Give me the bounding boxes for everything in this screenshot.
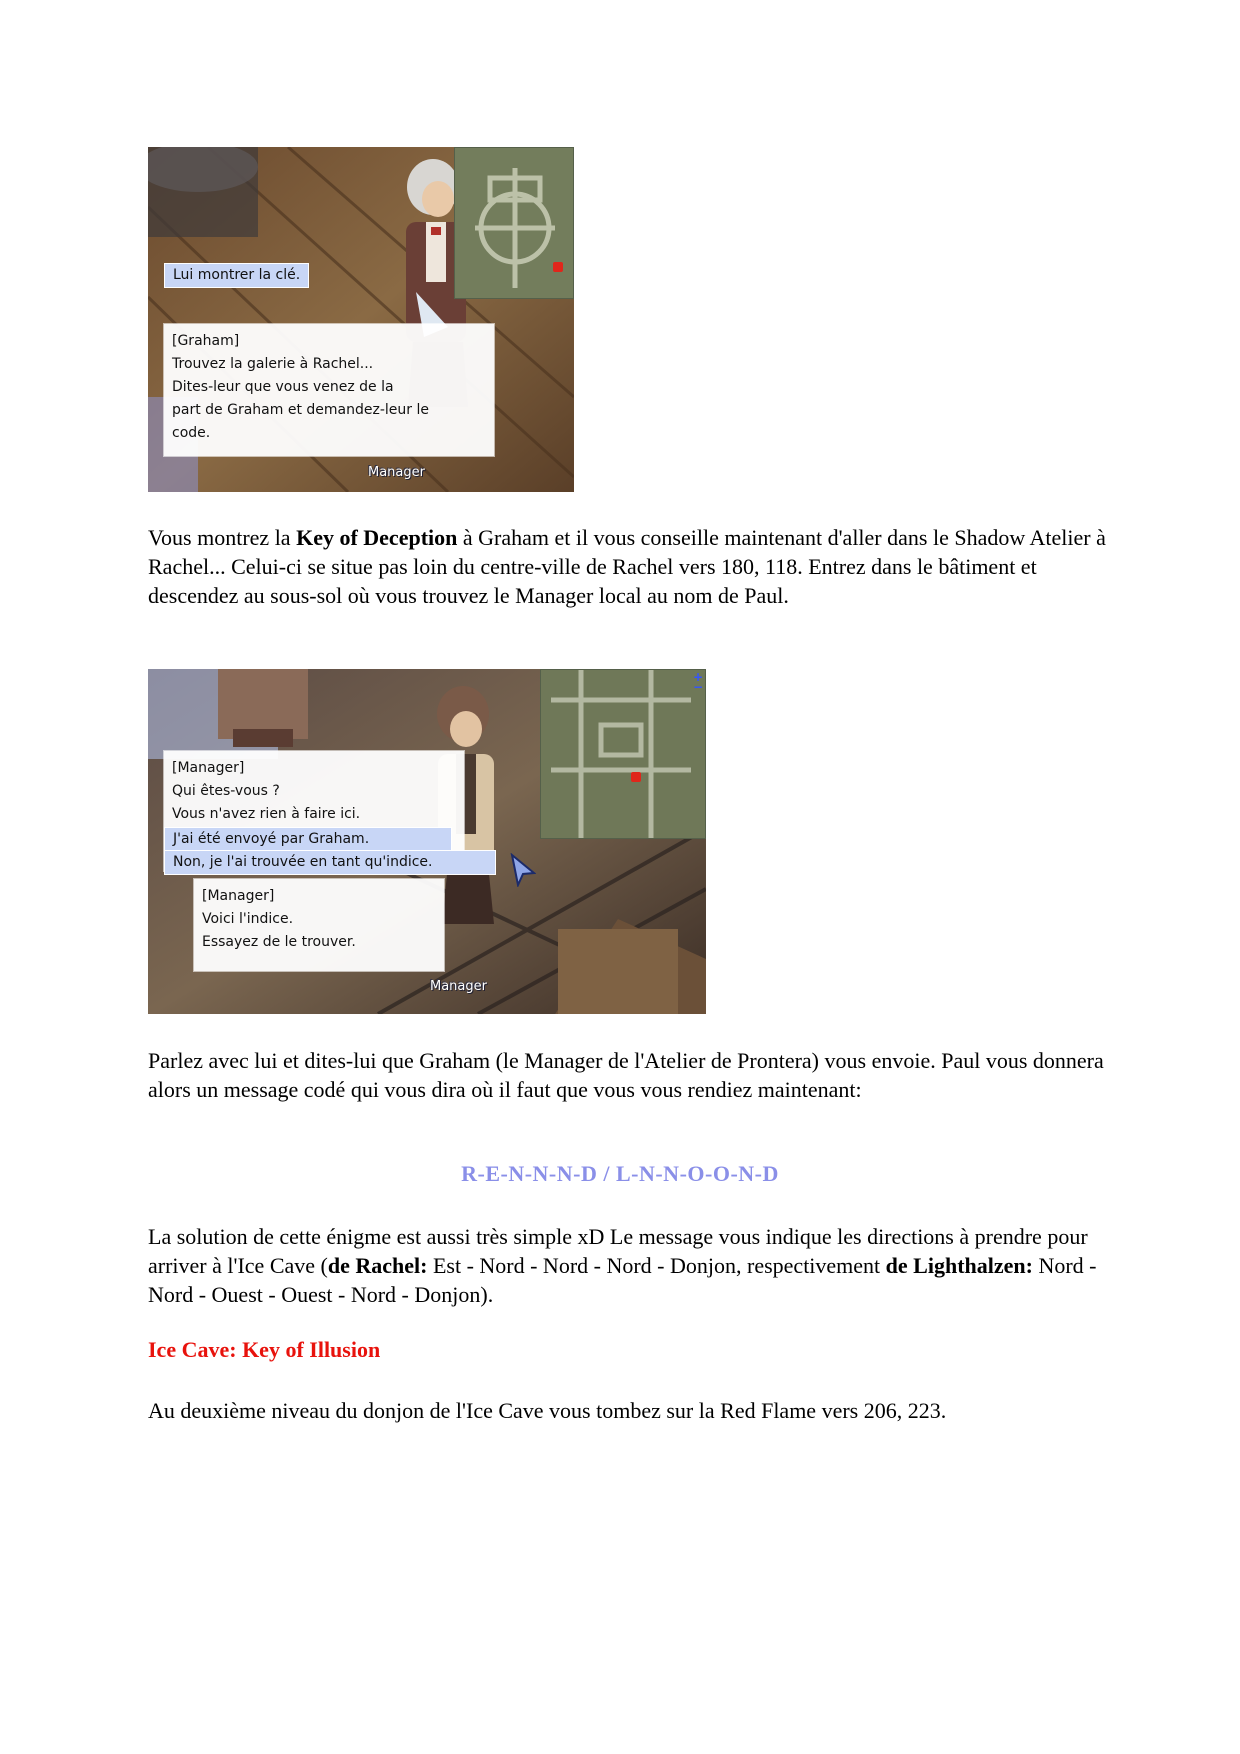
paragraph-talk-to-paul: Parlez avec lui et dites-lui que Graham (le Manager de l'Atelier de Prontera) vous envoie. Paul vous donnera alors un message codé qui vous dira où il faut que vous vous rendiez maintenant: bbox=[148, 1048, 1104, 1102]
player-marker-icon bbox=[631, 772, 641, 782]
coded-message: R-E-N-N-N-D / L-N-N-O-O-N-D bbox=[461, 1161, 779, 1186]
dialog-line: [Graham] bbox=[172, 333, 240, 349]
npc-dialog-graham bbox=[164, 324, 494, 456]
text: La solution de cette énigme est aussi très simple xD Le message vous indique les directions à prendre pour arriver à l'Ice Cave ( bbox=[148, 1224, 1088, 1278]
game-screenshot-manager bbox=[148, 669, 706, 1014]
dialog-line: Dites-leur que vous venez de la bbox=[172, 379, 394, 395]
minimap-terrain bbox=[455, 148, 573, 298]
game-screenshot-graham bbox=[148, 147, 574, 492]
bold-key-name: Key of Deception bbox=[296, 525, 458, 550]
dialog-line: [Manager] bbox=[202, 888, 275, 904]
npc-nameplate: Manager bbox=[430, 979, 487, 994]
mouse-cursor-icon bbox=[510, 853, 536, 887]
text: Vous montrez la bbox=[148, 525, 297, 550]
npc-dialog-manager-clue bbox=[194, 879, 444, 971]
menu-option-show-key[interactable]: Lui montrer la clé. bbox=[164, 263, 309, 288]
paragraph-key-of-deception bbox=[148, 523, 1108, 610]
text: Est - Nord - Nord - Nord - Donjon, respectivement bbox=[427, 1253, 886, 1278]
dialog-line: Voici l'indice. bbox=[202, 911, 294, 927]
minimap-terrain bbox=[541, 670, 705, 838]
minimap[interactable] bbox=[454, 147, 574, 299]
bold-from-rachel: de Rachel: bbox=[327, 1253, 428, 1278]
paragraph-red-flame: Au deuxième niveau du donjon de l'Ice Cave vous tombez sur la Red Flame vers 206, 223. bbox=[148, 1398, 947, 1423]
dialog-line: Vous n'avez rien à faire ici. bbox=[172, 806, 361, 822]
minimap[interactable] bbox=[540, 669, 706, 839]
menu-option-found-as-clue[interactable]: Non, je l'ai trouvée en tant qu'indice. bbox=[164, 850, 496, 875]
dialog-line: Trouvez la galerie à Rachel... bbox=[172, 356, 374, 372]
player-marker-icon bbox=[553, 262, 563, 272]
text: à Graham et il vous conseille maintenant d'aller dans le Shadow Atelier à Rachel... Celui-ci se situe pas loin du centre-ville de Rachel vers 180, 118. Entrez dans le bâtiment et descendez au sous-sol où vous trouvez le Manager local au nom de Paul. bbox=[148, 525, 1106, 608]
bold-from-lighthalzen: de Lighthalzen: bbox=[885, 1253, 1033, 1278]
paragraph-riddle-solution bbox=[148, 1222, 1108, 1309]
dialog-line: Essayez de le trouver. bbox=[202, 934, 356, 950]
dialog-line: part de Graham et demandez-leur le bbox=[172, 402, 429, 418]
text: Nord - Nord - Ouest - Ouest - Nord - Donjon). bbox=[148, 1253, 1097, 1307]
npc-nameplate: Manager bbox=[368, 465, 425, 480]
dialog-line: [Manager] bbox=[172, 760, 245, 776]
menu-option-sent-by-graham[interactable]: J'ai été envoyé par Graham. bbox=[164, 827, 452, 852]
dialog-line: Qui êtes-vous ? bbox=[172, 783, 280, 799]
dialog-line: code. bbox=[172, 425, 211, 441]
minimap-zoom-icon[interactable]: + − bbox=[693, 670, 704, 694]
section-heading-ice-cave: Ice Cave: Key of Illusion bbox=[148, 1337, 381, 1362]
